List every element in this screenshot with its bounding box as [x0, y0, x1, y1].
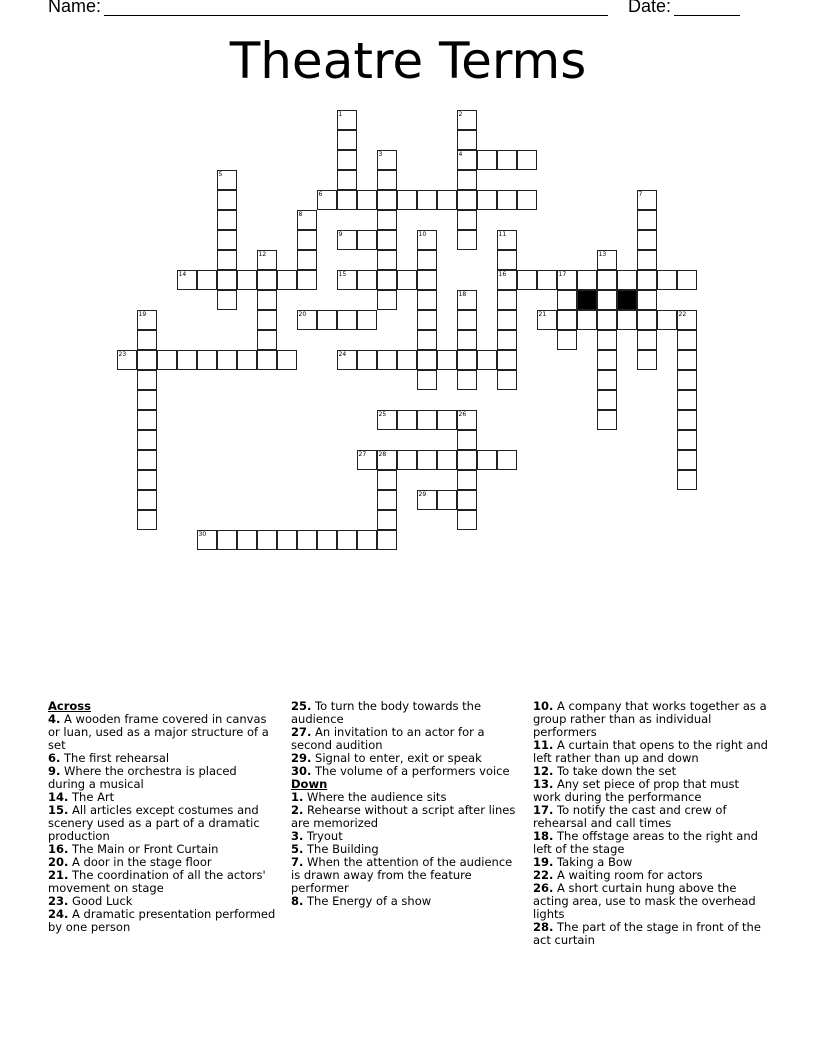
- grid-cell[interactable]: [577, 270, 597, 290]
- grid-cell[interactable]: [497, 450, 517, 470]
- grid-cell[interactable]: [377, 490, 397, 510]
- grid-cell[interactable]: [357, 270, 377, 290]
- grid-cell[interactable]: [297, 230, 317, 250]
- clue-item: 13. Any set piece of prop that must work during the performance: [533, 777, 740, 804]
- grid-cell[interactable]: [157, 350, 177, 370]
- clue-number: 5: [218, 170, 223, 178]
- grid-cell[interactable]: [137, 370, 157, 390]
- grid-cell[interactable]: [137, 510, 157, 530]
- grid-cell[interactable]: [317, 310, 337, 330]
- grid-cell[interactable]: [577, 310, 597, 330]
- grid-cell[interactable]: [337, 170, 357, 190]
- clue-number: 27: [358, 450, 367, 458]
- grid-cell[interactable]: [677, 370, 697, 390]
- clue-number: 28.: [533, 920, 554, 934]
- grid-cell[interactable]: [637, 290, 657, 310]
- clue-number: 20.: [48, 855, 69, 869]
- grid-cell[interactable]: [297, 310, 317, 330]
- name-field-line: [104, 15, 608, 16]
- clue-number: 22: [678, 310, 687, 318]
- grid-cell[interactable]: [257, 290, 277, 310]
- grid-cell[interactable]: [297, 210, 317, 230]
- grid-cell[interactable]: [117, 350, 137, 370]
- clue-item: 19. Taking a Bow: [533, 855, 633, 869]
- grid-cell[interactable]: [397, 410, 417, 430]
- clue-number: 23.: [48, 894, 69, 908]
- clue-number: 2: [458, 110, 463, 118]
- grid-cell[interactable]: [217, 170, 237, 190]
- clue-number: 11: [498, 230, 507, 238]
- clue-number: 18.: [533, 829, 554, 843]
- grid-cell[interactable]: [657, 270, 677, 290]
- grid-cell[interactable]: [437, 190, 457, 210]
- clue-number: 19.: [533, 855, 554, 869]
- grid-cell[interactable]: [377, 510, 397, 530]
- clue-item: 26. A short curtain hung above the acting area, use to mask the overhead lights: [533, 881, 756, 921]
- grid-cell[interactable]: [417, 410, 437, 430]
- clue-item: 7. When the attention of the audience is drawn away from the feature performer: [291, 855, 513, 895]
- grid-cell[interactable]: [357, 190, 377, 210]
- grid-cell[interactable]: [457, 410, 477, 430]
- crossword-grid: [117, 110, 717, 570]
- clue-number: 12.: [533, 764, 554, 778]
- clue-item: 18. The offstage areas to the right and left of the stage: [533, 829, 758, 856]
- clue-number: 14.: [48, 790, 69, 804]
- grid-cell[interactable]: [217, 270, 237, 290]
- clue-number: 29: [418, 490, 427, 498]
- clue-number: 15.: [48, 803, 69, 817]
- clue-item: 9. Where the orchestra is placed during a musical: [48, 764, 237, 791]
- black-cell: [577, 290, 597, 310]
- grid-cell[interactable]: [377, 150, 397, 170]
- clue-item: 2. Rehearse without a script after lines are memorized: [291, 803, 516, 830]
- grid-cell[interactable]: [637, 270, 657, 290]
- clue-number: 15: [338, 270, 347, 278]
- clue-number: 16.: [48, 842, 69, 856]
- grid-cell[interactable]: [217, 290, 237, 310]
- grid-cell[interactable]: [597, 410, 617, 430]
- grid-cell[interactable]: [457, 450, 477, 470]
- clue-number: 28: [378, 450, 387, 458]
- grid-cell[interactable]: [597, 390, 617, 410]
- grid-cell[interactable]: [617, 270, 637, 290]
- grid-cell[interactable]: [417, 270, 437, 290]
- grid-cell[interactable]: [217, 210, 237, 230]
- grid-cell[interactable]: [137, 490, 157, 510]
- grid-cell[interactable]: [417, 330, 437, 350]
- grid-cell[interactable]: [677, 450, 697, 470]
- grid-cell[interactable]: [277, 350, 297, 370]
- grid-cell[interactable]: [397, 450, 417, 470]
- clue-number: 24: [338, 350, 347, 358]
- clue-column-3: [533, 700, 769, 947]
- grid-cell[interactable]: [377, 270, 397, 290]
- clue-number: 11.: [533, 738, 554, 752]
- grid-cell[interactable]: [297, 250, 317, 270]
- grid-cell[interactable]: [497, 150, 517, 170]
- clue-number: 25: [378, 410, 387, 418]
- grid-cell[interactable]: [597, 270, 617, 290]
- grid-cell[interactable]: [217, 350, 237, 370]
- grid-cell[interactable]: [477, 450, 497, 470]
- grid-cell[interactable]: [357, 450, 377, 470]
- grid-cell[interactable]: [377, 190, 397, 210]
- grid-cell[interactable]: [537, 310, 557, 330]
- grid-cell[interactable]: [257, 270, 277, 290]
- black-cell: [617, 290, 637, 310]
- grid-cell[interactable]: [217, 530, 237, 550]
- grid-cell[interactable]: [457, 430, 477, 450]
- clue-number: 18: [458, 290, 467, 298]
- clue-item: 6. The first rehearsal: [48, 751, 170, 765]
- grid-cell[interactable]: [497, 350, 517, 370]
- grid-cell[interactable]: [417, 190, 437, 210]
- grid-cell[interactable]: [137, 390, 157, 410]
- date-label: Date:: [628, 0, 672, 16]
- grid-cell[interactable]: [437, 410, 457, 430]
- grid-cell[interactable]: [417, 370, 437, 390]
- grid-cell[interactable]: [397, 350, 417, 370]
- clue-number: 7: [638, 190, 643, 198]
- grid-cell[interactable]: [177, 350, 197, 370]
- grid-cell[interactable]: [457, 330, 477, 350]
- grid-cell[interactable]: [417, 310, 437, 330]
- grid-cell[interactable]: [497, 310, 517, 330]
- clue-number: 30: [198, 530, 207, 538]
- grid-cell[interactable]: [137, 310, 157, 330]
- grid-cell[interactable]: [217, 190, 237, 210]
- clue-item: 17. To notify the cast and crew of rehearsal and call times: [533, 803, 727, 830]
- grid-cell[interactable]: [637, 230, 657, 250]
- grid-cell[interactable]: [537, 270, 557, 290]
- grid-cell[interactable]: [357, 350, 377, 370]
- grid-cell[interactable]: [257, 530, 277, 550]
- grid-cell[interactable]: [257, 330, 277, 350]
- clue-number: 7.: [291, 855, 304, 869]
- clue-number: 10.: [533, 699, 554, 713]
- clue-number: 21: [538, 310, 547, 318]
- clue-number: 29.: [291, 751, 312, 765]
- grid-cell[interactable]: [457, 230, 477, 250]
- grid-cell[interactable]: [457, 170, 477, 190]
- clue-column-2: [291, 700, 523, 908]
- grid-cell[interactable]: [457, 150, 477, 170]
- clue-item: 5. The Building: [291, 842, 379, 856]
- grid-cell[interactable]: [677, 410, 697, 430]
- grid-cell[interactable]: [417, 450, 437, 470]
- grid-cell[interactable]: [377, 450, 397, 470]
- clue-item: 4. A wooden frame covered in canvas or luan, used as a major structure of a set: [48, 712, 269, 752]
- clue-item: 29. Signal to enter, exit or speak: [291, 751, 482, 765]
- grid-cell[interactable]: [677, 310, 697, 330]
- clue-number: 26: [458, 410, 467, 418]
- grid-cell[interactable]: [597, 310, 617, 330]
- grid-cell[interactable]: [457, 310, 477, 330]
- grid-cell[interactable]: [337, 110, 357, 130]
- clue-item: 22. A waiting room for actors: [533, 868, 703, 882]
- grid-cell[interactable]: [137, 350, 157, 370]
- clue-number: 13.: [533, 777, 554, 791]
- grid-cell[interactable]: [517, 190, 537, 210]
- across-heading: Across: [48, 699, 91, 713]
- grid-cell[interactable]: [197, 270, 217, 290]
- grid-cell[interactable]: [457, 490, 477, 510]
- grid-cell[interactable]: [277, 270, 297, 290]
- grid-cell[interactable]: [457, 470, 477, 490]
- grid-cell[interactable]: [597, 250, 617, 270]
- grid-cell[interactable]: [377, 410, 397, 430]
- clue-item: 25. To turn the body towards the audience: [291, 699, 482, 726]
- grid-cell[interactable]: [197, 350, 217, 370]
- grid-cell[interactable]: [597, 290, 617, 310]
- grid-cell[interactable]: [437, 350, 457, 370]
- grid-cell[interactable]: [557, 290, 577, 310]
- grid-cell[interactable]: [457, 190, 477, 210]
- grid-cell[interactable]: [317, 190, 337, 210]
- grid-cell[interactable]: [637, 310, 657, 330]
- grid-cell[interactable]: [677, 270, 697, 290]
- grid-cell[interactable]: [597, 350, 617, 370]
- grid-cell[interactable]: [417, 230, 437, 250]
- grid-cell[interactable]: [137, 450, 157, 470]
- grid-cell[interactable]: [437, 490, 457, 510]
- clue-number: 5.: [291, 842, 304, 856]
- grid-cell[interactable]: [337, 190, 357, 210]
- clue-item: 27. An invitation to an actor for a second audition: [291, 725, 485, 752]
- clue-number: 23: [118, 350, 127, 358]
- grid-cell[interactable]: [457, 510, 477, 530]
- clue-item: 21. The coordination of all the actors' movement on stage: [48, 868, 266, 895]
- clue-item: 28. The part of the stage in front of the act curtain: [533, 920, 761, 947]
- clue-number: 19: [138, 310, 147, 318]
- grid-cell[interactable]: [457, 290, 477, 310]
- grid-cell[interactable]: [497, 270, 517, 290]
- clue-number: 8.: [291, 894, 304, 908]
- grid-cell[interactable]: [637, 250, 657, 270]
- grid-cell[interactable]: [597, 330, 617, 350]
- grid-cell[interactable]: [557, 330, 577, 350]
- clue-number: 22.: [533, 868, 554, 882]
- clue-number: 4.: [48, 712, 61, 726]
- grid-cell[interactable]: [377, 290, 397, 310]
- grid-cell[interactable]: [237, 270, 257, 290]
- clue-number: 17.: [533, 803, 554, 817]
- clue-number: 20: [298, 310, 307, 318]
- grid-cell[interactable]: [377, 470, 397, 490]
- grid-cell[interactable]: [617, 310, 637, 330]
- clue-item: 11. A curtain that opens to the right and left rather than up and down: [533, 738, 768, 765]
- grid-cell[interactable]: [337, 130, 357, 150]
- clue-item: 15. All articles except costumes and scenery used as a part of a dramatic production: [48, 803, 260, 843]
- grid-cell[interactable]: [557, 310, 577, 330]
- clue-number: 1.: [291, 790, 304, 804]
- grid-cell[interactable]: [477, 150, 497, 170]
- grid-cell[interactable]: [357, 310, 377, 330]
- clue-number: 9.: [48, 764, 61, 778]
- clue-item: 23. Good Luck: [48, 894, 133, 908]
- clue-number: 24.: [48, 907, 69, 921]
- grid-cell[interactable]: [337, 530, 357, 550]
- grid-cell[interactable]: [477, 350, 497, 370]
- clue-number: 9: [338, 230, 343, 238]
- grid-cell[interactable]: [637, 330, 657, 350]
- name-label: Name:: [48, 0, 102, 16]
- grid-cell[interactable]: [417, 490, 437, 510]
- clue-item: 1. Where the audience sits: [291, 790, 447, 804]
- grid-cell[interactable]: [417, 350, 437, 370]
- grid-cell[interactable]: [257, 350, 277, 370]
- grid-cell[interactable]: [177, 270, 197, 290]
- grid-cell[interactable]: [437, 450, 457, 470]
- grid-cell[interactable]: [377, 530, 397, 550]
- grid-cell[interactable]: [677, 390, 697, 410]
- grid-cell[interactable]: [377, 210, 397, 230]
- grid-cell[interactable]: [657, 310, 677, 330]
- grid-cell[interactable]: [497, 290, 517, 310]
- clue-item: 24. A dramatic presentation performed by one person: [48, 907, 276, 934]
- grid-cell[interactable]: [237, 530, 257, 550]
- grid-cell[interactable]: [137, 430, 157, 450]
- grid-cell[interactable]: [377, 170, 397, 190]
- date-field-line: [674, 15, 740, 16]
- grid-cell[interactable]: [397, 270, 417, 290]
- grid-cell[interactable]: [557, 270, 577, 290]
- grid-cell[interactable]: [337, 230, 357, 250]
- grid-cell[interactable]: [137, 330, 157, 350]
- grid-cell[interactable]: [217, 230, 237, 250]
- clue-number: 3.: [291, 829, 304, 843]
- clue-number: 6: [318, 190, 323, 198]
- grid-cell[interactable]: [497, 250, 517, 270]
- clue-number: 6.: [48, 751, 61, 765]
- grid-cell[interactable]: [297, 530, 317, 550]
- clue-item: 14. The Art: [48, 790, 115, 804]
- grid-cell[interactable]: [477, 190, 497, 210]
- grid-cell[interactable]: [317, 530, 337, 550]
- grid-cell[interactable]: [677, 470, 697, 490]
- grid-cell[interactable]: [357, 530, 377, 550]
- grid-cell[interactable]: [637, 350, 657, 370]
- grid-cell[interactable]: [677, 430, 697, 450]
- grid-cell[interactable]: [337, 150, 357, 170]
- clue-number: 13: [598, 250, 607, 258]
- grid-cell[interactable]: [457, 130, 477, 150]
- grid-cell[interactable]: [377, 230, 397, 250]
- grid-cell[interactable]: [457, 110, 477, 130]
- grid-cell[interactable]: [357, 230, 377, 250]
- clue-item: 20. A door in the stage floor: [48, 855, 212, 869]
- clue-item: 12. To take down the set: [533, 764, 677, 778]
- grid-cell[interactable]: [137, 470, 157, 490]
- down-heading: Down: [291, 777, 328, 791]
- clue-item: 16. The Main or Front Curtain: [48, 842, 219, 856]
- grid-cell[interactable]: [377, 350, 397, 370]
- clue-number: 4: [458, 150, 463, 158]
- grid-cell[interactable]: [397, 190, 417, 210]
- clue-number: 10: [418, 230, 427, 238]
- grid-cell[interactable]: [417, 290, 437, 310]
- grid-cell[interactable]: [677, 350, 697, 370]
- grid-cell[interactable]: [517, 150, 537, 170]
- clue-number: 16: [498, 270, 507, 278]
- grid-cell[interactable]: [197, 530, 217, 550]
- grid-cell[interactable]: [257, 250, 277, 270]
- clue-number: 26.: [533, 881, 554, 895]
- grid-cell[interactable]: [677, 330, 697, 350]
- grid-cell[interactable]: [237, 350, 257, 370]
- clue-number: 12: [258, 250, 267, 258]
- clue-number: 25.: [291, 699, 312, 713]
- grid-cell[interactable]: [417, 250, 437, 270]
- grid-cell[interactable]: [337, 270, 357, 290]
- clue-number: 1: [338, 110, 343, 118]
- clue-number: 14: [178, 270, 187, 278]
- page-title: Theatre Terms: [229, 32, 587, 90]
- clue-column-1: [48, 700, 276, 934]
- grid-cell[interactable]: [297, 270, 317, 290]
- clue-item: 10. A company that works together as a group rather than as individual performers: [533, 699, 767, 739]
- clue-number: 27.: [291, 725, 312, 739]
- clue-item: 3. Tryout: [291, 829, 343, 843]
- clue-number: 30.: [291, 764, 312, 778]
- grid-cell[interactable]: [497, 370, 517, 390]
- clue-number: 2.: [291, 803, 304, 817]
- clue-number: 3: [378, 150, 383, 158]
- clue-item: 8. The Energy of a show: [291, 894, 432, 908]
- grid-cell[interactable]: [457, 210, 477, 230]
- clue-number: 17: [558, 270, 567, 278]
- grid-cell[interactable]: [637, 190, 657, 210]
- grid-cell[interactable]: [257, 310, 277, 330]
- grid-cell[interactable]: [377, 250, 397, 270]
- grid-cell[interactable]: [217, 250, 237, 270]
- grid-cell[interactable]: [517, 270, 537, 290]
- grid-cell[interactable]: [457, 370, 477, 390]
- grid-cell[interactable]: [497, 190, 517, 210]
- grid-cell[interactable]: [337, 310, 357, 330]
- clue-item: 30. The volume of a performers voice: [291, 764, 510, 778]
- grid-cell[interactable]: [597, 370, 617, 390]
- grid-cell[interactable]: [457, 350, 477, 370]
- clue-number: 21.: [48, 868, 69, 882]
- grid-cell[interactable]: [137, 410, 157, 430]
- clue-number: 8: [298, 210, 303, 218]
- grid-cell[interactable]: [497, 330, 517, 350]
- grid-cell[interactable]: [337, 350, 357, 370]
- grid-cell[interactable]: [637, 210, 657, 230]
- grid-cell[interactable]: [497, 230, 517, 250]
- grid-cell[interactable]: [277, 530, 297, 550]
